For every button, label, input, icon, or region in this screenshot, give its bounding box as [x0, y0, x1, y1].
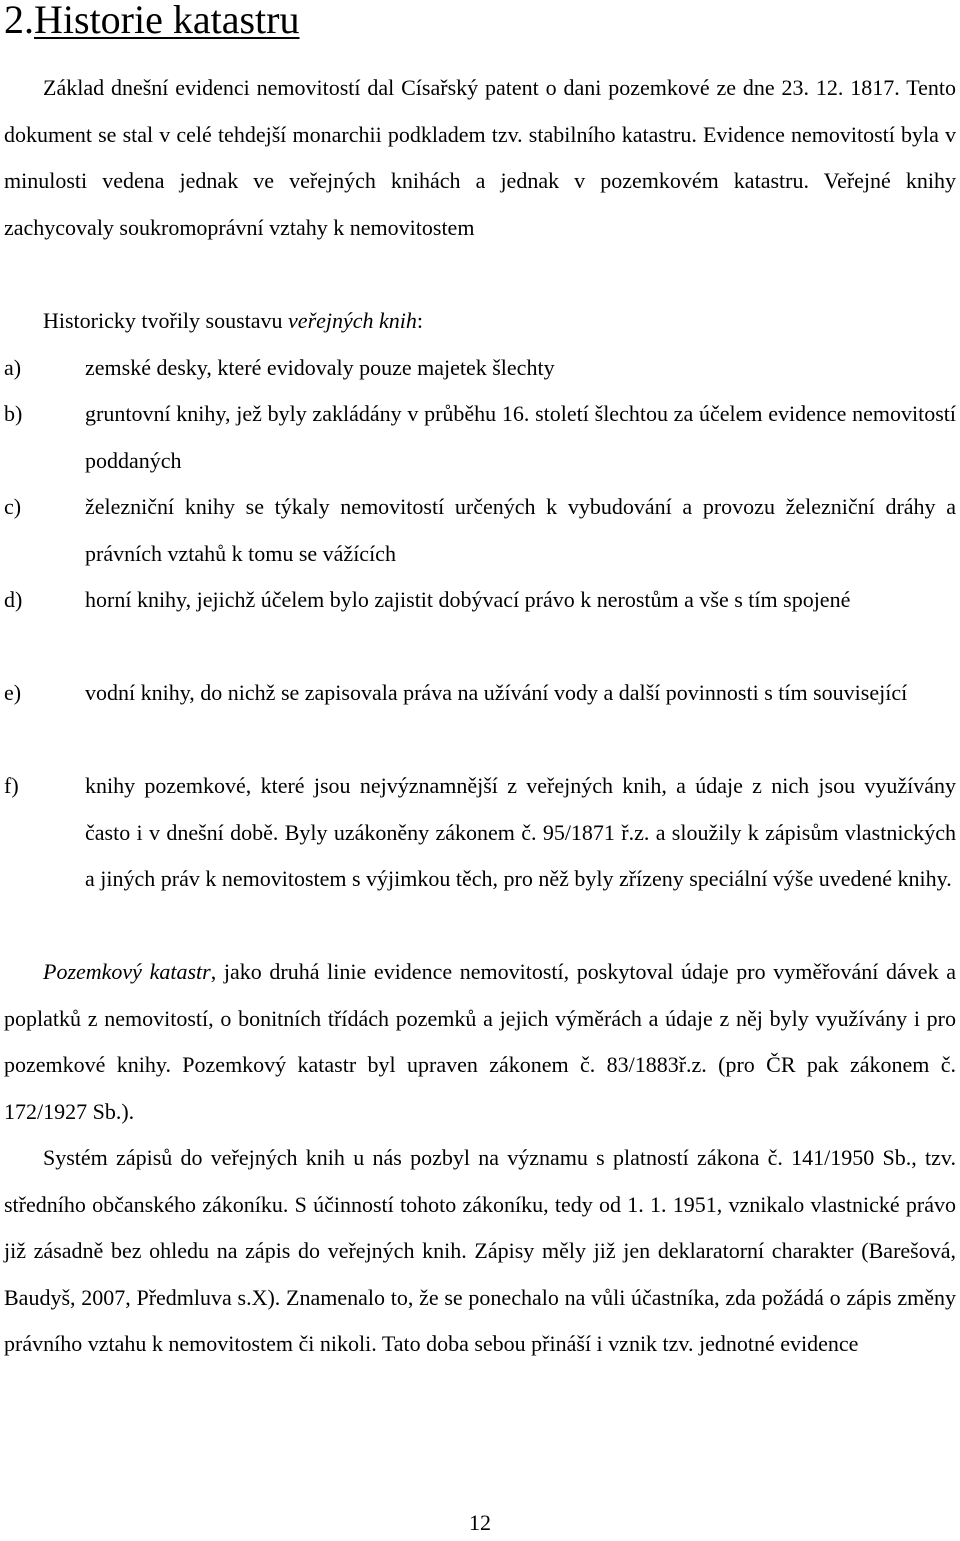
- emphasis-land-cadastre: Pozemkový katastr: [43, 959, 211, 984]
- list-item-a: [4, 345, 956, 392]
- paragraph-land-cadastre: [4, 949, 956, 1135]
- list-label: f): [4, 773, 19, 798]
- chapter-number: 2.: [4, 0, 34, 42]
- paragraph-public-books-intro: [4, 298, 956, 345]
- list-text: horní knihy, jejichž účelem bylo zajistit dobývací právo k nerostům a vše s tím spojené: [85, 587, 851, 612]
- paragraph-text: :: [416, 308, 424, 333]
- list-item-c: [4, 484, 956, 577]
- list-label: a): [4, 355, 22, 380]
- page-number: 12: [469, 1510, 491, 1535]
- list-label: b): [4, 401, 23, 426]
- chapter-title: Historie katastru: [34, 0, 300, 42]
- chapter-heading: [4, 0, 300, 46]
- list-text: vodní knihy, do nichž se zapisovala práva na užívání vody a další povinnosti s tím související: [85, 680, 908, 705]
- list-item-d: [4, 577, 956, 624]
- paragraph-intro: Základ dnešní evidenci nemovitostí dal Císařský patent o dani pozemkové ze dne 23. 12. 1817. Tento dokument se stal v celé tehdejší monarchii podkladem tzv. stabilního katastru. Evidence nemovitostí byla v minulosti vedena jednak ve veřejných knihách a jednak v pozemkovém katastru. Veřejné knihy zachycovaly soukromoprávní vztahy k nemovitostem: [4, 75, 956, 240]
- list-text: gruntovní knihy, jež byly zakládány v průběhu 16. století šlechtou za účelem evidence nemovitostí poddaných: [85, 401, 956, 473]
- paragraph-text: Historicky tvořily soustavu: [43, 308, 289, 333]
- list-item-e: [4, 670, 956, 717]
- list-label: d): [4, 587, 23, 612]
- list-label: e): [4, 680, 22, 705]
- list-item-b: [4, 391, 956, 484]
- paragraph-registration-system: Systém zápisů do veřejných knih u nás pozbyl na významu s platností zákona č. 141/1950 Sb., tzv. středního občanského zákoníku. S účinností tohoto zákoníku, tedy od 1. 1. 1951, vznikalo vlastnické právo již zásadně bez ohledu na zápis do veřejných knih. Zápisy měly již jen deklaratorní charakter (Barešová, Baudyš, 2007, Předmluva s.X). Znamenalo to, že se ponechalo na vůli účastníka, zda požádá o zápis změny právního vztahu k nemovitostem či nikoli. Tato doba sebou přináší i vznik tzv. jednotné evidence: [4, 1145, 956, 1356]
- list-item-f: [4, 763, 956, 903]
- list-text: železniční knihy se týkaly nemovitostí určených k vybudování a provozu železniční dráhy a právních vztahů k tomu se vážících: [85, 494, 956, 566]
- paragraph-text: , jako druhá linie evidence nemovitostí, poskytoval údaje pro vyměřování dávek a poplatků z nemovitostí, o bonitních třídách pozemků a jejich výměrách a údaje z něj byly využívány i pro pozemkové knihy. Pozemkový katastr byl upraven zákonem č. 83/1883ř.z. (pro ČR pak zákonem č. 172/1927 Sb.).: [4, 959, 956, 1124]
- list-text: knihy pozemkové, které jsou nejvýznamnější z veřejných knih, a údaje z nich jsou využívány často i v dnešní době. Byly uzákoněny zákonem č. 95/1871 ř.z. a sloužily k zápisům vlastnických a jiných práv k nemovitostem s výjimkou těch, pro něž byly zřízeny speciální výše uvedené knihy.: [85, 773, 956, 891]
- list-text: zemské desky, které evidovaly pouze majetek šlechty: [85, 355, 555, 380]
- emphasis-public-books: veřejných knih: [288, 308, 417, 333]
- list-label: c): [4, 494, 22, 519]
